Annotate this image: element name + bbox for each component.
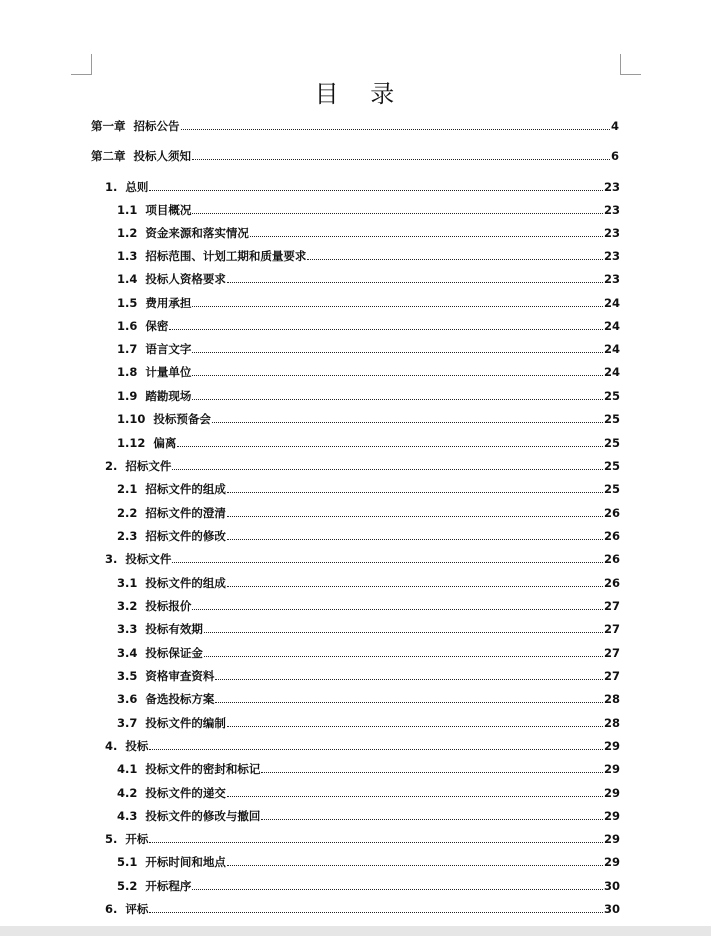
toc-entry-number: 1.1 <box>117 203 138 217</box>
toc-dot-leader <box>192 375 603 376</box>
toc-entry-number: 2.2 <box>117 506 138 520</box>
toc-entry[interactable] <box>117 387 620 403</box>
toc-entry-page-number: 23 <box>603 226 620 240</box>
toc-entry-number: 3.1 <box>117 576 138 590</box>
toc-entry-label: 总则 <box>125 180 149 194</box>
toc-dot-leader <box>250 236 603 237</box>
toc-entry-number: 4.1 <box>117 762 138 776</box>
toc-entry-number: 1.2 <box>117 226 138 240</box>
toc-entry[interactable] <box>117 434 620 450</box>
toc-entry-number: 5.2 <box>117 879 138 893</box>
toc-entry-page-number: 29 <box>603 739 620 753</box>
toc-entry-number: 5.1 <box>117 855 138 869</box>
toc-entry-label: 费用承担 <box>145 296 192 310</box>
toc-entry-number: 3.6 <box>117 692 138 706</box>
toc-dot-leader <box>192 399 603 400</box>
toc-entry-label: 招标文件 <box>125 459 172 473</box>
toc-dot-leader <box>227 796 603 797</box>
toc-dot-leader <box>215 702 603 703</box>
toc-entry-page-number: 27 <box>603 599 620 613</box>
toc-dot-leader <box>307 259 603 260</box>
toc-entry[interactable] <box>105 830 620 846</box>
toc-entry-label: 招标文件的组成 <box>145 482 226 496</box>
toc-entry-label: 招标公告 <box>133 119 180 133</box>
toc-entry[interactable] <box>117 270 620 286</box>
toc-entry-number: 1.4 <box>117 272 138 286</box>
toc-entry-page-number: 4 <box>610 119 619 133</box>
toc-entry[interactable] <box>117 527 620 543</box>
toc-entry-label: 投标文件的编制 <box>145 716 226 730</box>
toc-entry-label: 资金来源和落实情况 <box>145 226 249 240</box>
toc-entry[interactable] <box>117 667 620 683</box>
toc-entry-label: 投标文件的密封和标记 <box>145 762 261 776</box>
toc-entry[interactable] <box>117 410 620 426</box>
toc-entry-page-number: 28 <box>603 716 620 730</box>
toc-entry[interactable] <box>117 714 620 730</box>
toc-entry-label: 投标预备会 <box>153 412 211 426</box>
toc-entry[interactable] <box>117 340 620 356</box>
toc-entry-page-number: 25 <box>603 436 620 450</box>
toc-dot-leader <box>227 726 603 727</box>
toc-entry-label: 投标文件的修改与撤回 <box>145 809 261 823</box>
toc-entry[interactable] <box>105 457 620 473</box>
toc-entry-number: 1.12 <box>117 436 146 450</box>
toc-entry-number: 1.3 <box>117 249 138 263</box>
toc-entry-label: 语言文字 <box>145 342 192 356</box>
toc-entry-page-number: 23 <box>603 203 620 217</box>
toc-dot-leader <box>192 306 603 307</box>
toc-entry-number: 3. <box>105 552 118 566</box>
toc-entry-number: 2.3 <box>117 529 138 543</box>
toc-dot-leader <box>149 912 603 913</box>
toc-dot-leader <box>192 889 603 890</box>
toc-dot-leader <box>192 609 603 610</box>
toc-entry-page-number: 25 <box>603 459 620 473</box>
toc-entry[interactable] <box>117 620 620 636</box>
toc-dot-leader <box>177 446 603 447</box>
toc-entry-label: 计量单位 <box>145 365 192 379</box>
toc-entry[interactable] <box>117 294 620 310</box>
toc-entry-page-number: 26 <box>603 576 620 590</box>
toc-entry-number: 3.4 <box>117 646 138 660</box>
toc-entry-label: 投标 <box>125 739 149 753</box>
toc-entry[interactable] <box>105 737 620 753</box>
toc-entry-number: 4.2 <box>117 786 138 800</box>
toc-entry-number: 第二章 <box>91 149 126 163</box>
toc-entry[interactable] <box>91 117 619 133</box>
toc-entry[interactable] <box>117 224 620 240</box>
toc-entry-page-number: 29 <box>603 762 620 776</box>
toc-entry-label: 开标 <box>125 832 149 846</box>
toc-entry-page-number: 27 <box>603 646 620 660</box>
toc-dot-leader <box>261 819 603 820</box>
toc-entry-page-number: 30 <box>603 879 620 893</box>
toc-entry-number: 4. <box>105 739 118 753</box>
toc-entry-page-number: 25 <box>603 412 620 426</box>
toc-entry-label: 评标 <box>125 902 149 916</box>
toc-dot-leader <box>227 865 603 866</box>
toc-entry-page-number: 29 <box>603 809 620 823</box>
toc-dot-leader <box>261 772 603 773</box>
toc-entry-label: 备选投标方案 <box>145 692 215 706</box>
toc-entry-label: 招标文件的修改 <box>145 529 226 543</box>
toc-entry[interactable] <box>117 201 620 217</box>
toc-entry-label: 踏勘现场 <box>145 389 192 403</box>
toc-entry[interactable] <box>117 853 620 869</box>
toc-dot-leader <box>204 656 603 657</box>
toc-entry-page-number: 24 <box>603 319 620 333</box>
toc-entry[interactable] <box>117 574 620 590</box>
toc-entry[interactable] <box>105 550 620 566</box>
toc-entry-page-number: 23 <box>603 272 620 286</box>
toc-entry-label: 保密 <box>145 319 169 333</box>
toc-entry[interactable] <box>91 147 619 163</box>
toc-dot-leader <box>149 190 603 191</box>
toc-entry-page-number: 29 <box>603 786 620 800</box>
toc-entry-page-number: 26 <box>603 529 620 543</box>
toc-dot-leader <box>149 749 603 750</box>
toc-entry[interactable] <box>117 317 620 333</box>
toc-entry-page-number: 29 <box>603 855 620 869</box>
toc-entry[interactable] <box>117 760 620 776</box>
toc-entry-label: 投标人资格要求 <box>145 272 226 286</box>
toc-entry-page-number: 25 <box>603 482 620 496</box>
toc-entry-number: 1.9 <box>117 389 138 403</box>
toc-entry[interactable] <box>117 690 620 706</box>
toc-entry-label: 招标文件的澄清 <box>145 506 226 520</box>
toc-entry-number: 3.7 <box>117 716 138 730</box>
toc-entry[interactable] <box>117 480 620 496</box>
toc-dot-leader <box>192 213 603 214</box>
toc-dot-leader <box>227 282 603 283</box>
toc-dot-leader <box>192 159 610 160</box>
toc-entry-number: 4.3 <box>117 809 138 823</box>
toc-entry-page-number: 23 <box>603 249 620 263</box>
toc-dot-leader <box>212 422 603 423</box>
toc-entry[interactable] <box>117 807 620 823</box>
toc-entry-label: 投标保证金 <box>145 646 203 660</box>
toc-entry-number: 1.8 <box>117 365 138 379</box>
toc-entry-label: 投标文件 <box>125 552 172 566</box>
toc-entry-label: 投标文件的组成 <box>145 576 226 590</box>
toc-entry-page-number: 27 <box>603 669 620 683</box>
toc-entry-number: 3.3 <box>117 622 138 636</box>
toc-entry-number: 6. <box>105 902 118 916</box>
toc-entry[interactable] <box>117 363 620 379</box>
toc-entry-page-number: 23 <box>603 180 620 194</box>
toc-entry-number: 1.5 <box>117 296 138 310</box>
toc-entry-number: 1.10 <box>117 412 146 426</box>
toc-dot-leader <box>172 562 603 563</box>
toc-dot-leader <box>227 539 603 540</box>
toc-entry-page-number: 24 <box>603 296 620 310</box>
toc-entry-number: 第一章 <box>91 119 126 133</box>
toc-entry-label: 项目概况 <box>145 203 192 217</box>
toc-entry-page-number: 6 <box>610 149 619 163</box>
toc-entry[interactable] <box>117 247 620 263</box>
toc-entry-number: 3.5 <box>117 669 138 683</box>
toc-dot-leader <box>181 129 610 130</box>
toc-dot-leader <box>227 516 603 517</box>
toc-entry-number: 2. <box>105 459 118 473</box>
toc-entry-label: 投标有效期 <box>145 622 203 636</box>
toc-entry-number: 1.7 <box>117 342 138 356</box>
toc-entry[interactable] <box>105 178 620 194</box>
toc-entry-label: 招标范围、计划工期和质量要求 <box>145 249 307 263</box>
toc-entry-page-number: 24 <box>603 365 620 379</box>
toc-entry-number: 5. <box>105 832 118 846</box>
toc-dot-leader <box>227 586 603 587</box>
toc-entry[interactable] <box>117 784 620 800</box>
toc-entry-page-number: 26 <box>603 506 620 520</box>
toc-entry[interactable] <box>117 597 620 613</box>
toc-entry-page-number: 29 <box>603 832 620 846</box>
toc-entry-label: 偏离 <box>153 436 177 450</box>
toc-title: 目 录 <box>314 80 407 108</box>
toc-entry-label: 投标人须知 <box>133 149 191 163</box>
page-bottom-edge <box>0 926 711 936</box>
toc-dot-leader <box>149 842 603 843</box>
toc-entry[interactable] <box>105 900 620 916</box>
toc-entry[interactable] <box>117 644 620 660</box>
toc-entry-page-number: 27 <box>603 622 620 636</box>
toc-dot-leader <box>204 632 603 633</box>
toc-entry-page-number: 24 <box>603 342 620 356</box>
toc-entry-number: 3.2 <box>117 599 138 613</box>
toc-entry-number: 1. <box>105 180 118 194</box>
toc-entry-page-number: 28 <box>603 692 620 706</box>
toc-entry[interactable] <box>117 877 620 893</box>
toc-dot-leader <box>215 679 603 680</box>
toc-dot-leader <box>192 352 603 353</box>
toc-entry-label: 开标时间和地点 <box>145 855 226 869</box>
toc-entry-number: 1.6 <box>117 319 138 333</box>
toc-entry-page-number: 26 <box>603 552 620 566</box>
toc-entry[interactable] <box>117 504 620 520</box>
toc-entry-label: 资格审查资料 <box>145 669 215 683</box>
toc-entry-label: 投标文件的递交 <box>145 786 226 800</box>
toc-entry-label: 投标报价 <box>145 599 192 613</box>
toc-entry-number: 2.1 <box>117 482 138 496</box>
toc-entry-page-number: 30 <box>603 902 620 916</box>
toc-entry-label: 开标程序 <box>145 879 192 893</box>
toc-dot-leader <box>169 329 603 330</box>
toc-entry-page-number: 25 <box>603 389 620 403</box>
toc-dot-leader <box>227 492 603 493</box>
toc-dot-leader <box>172 469 603 470</box>
